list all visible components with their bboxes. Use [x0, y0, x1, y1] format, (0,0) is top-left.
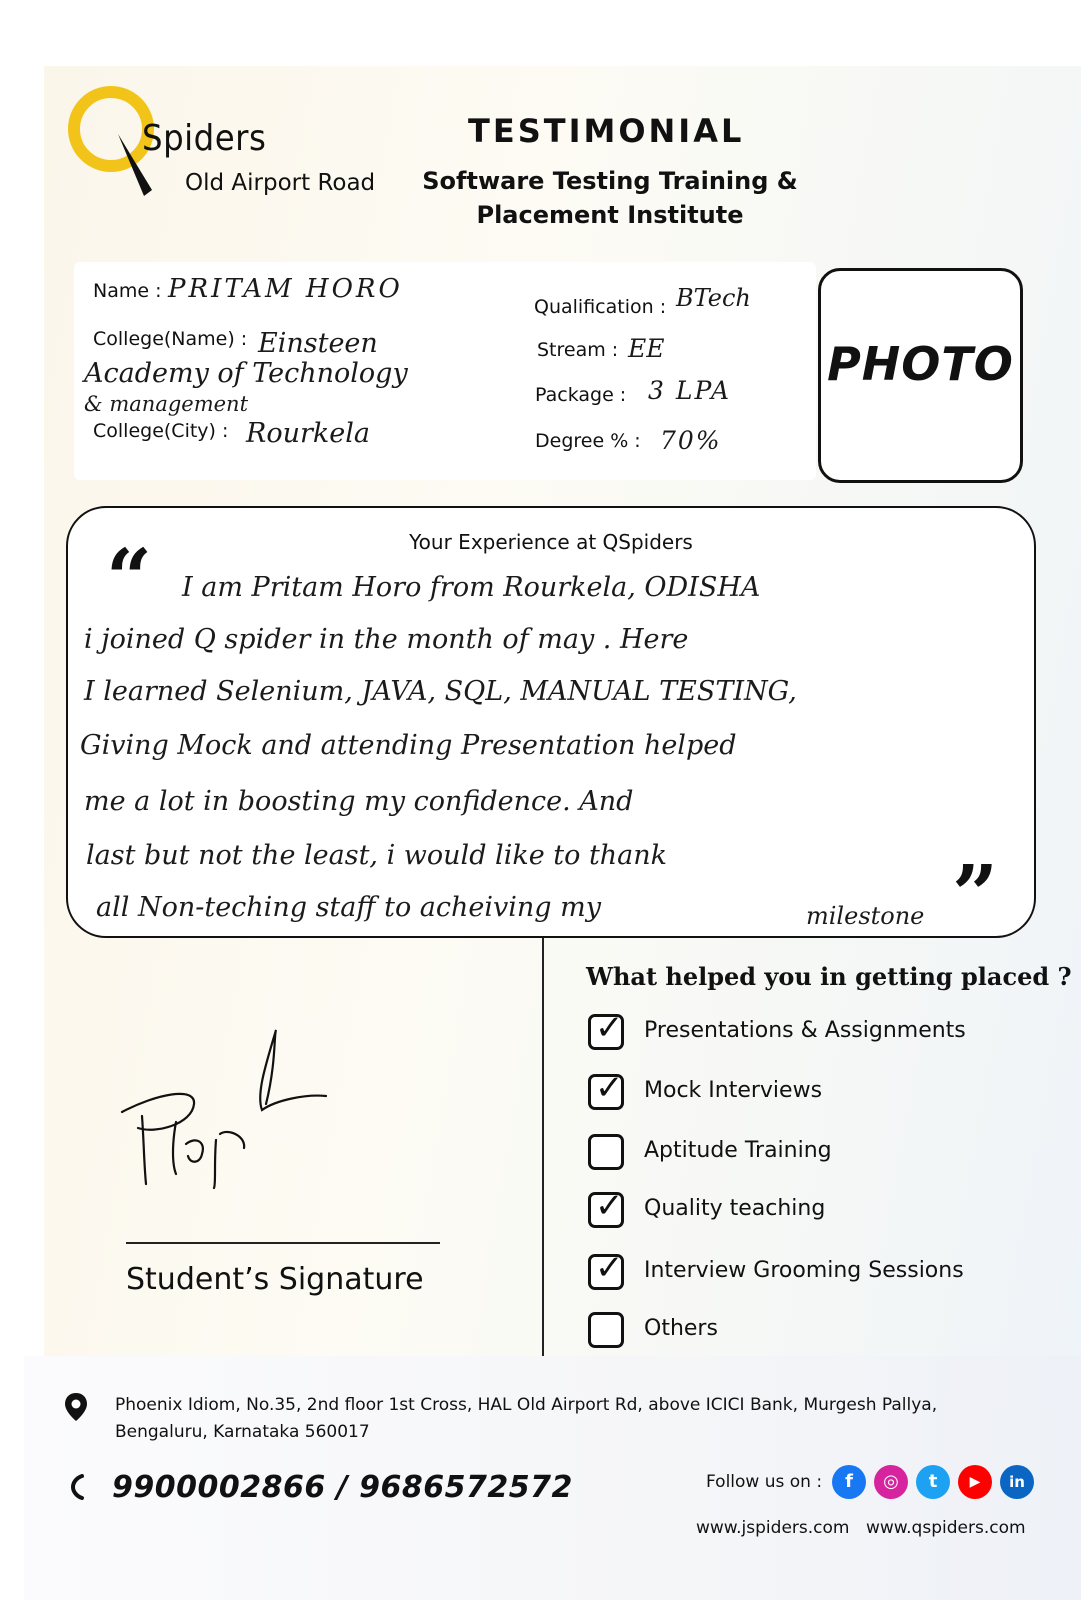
college-city-value: Rourkela: [246, 418, 370, 449]
youtube-icon[interactable]: ▶: [958, 1465, 992, 1499]
twitter-icon[interactable]: t: [916, 1465, 950, 1499]
experience-line-8: milestone: [806, 902, 925, 930]
checkbox[interactable]: [588, 1312, 624, 1348]
option-label: Others: [644, 1316, 718, 1341]
open-quote-icon: “: [106, 531, 153, 625]
option-label: Aptitude Training: [644, 1138, 832, 1163]
college-name-label: College(Name) :: [93, 328, 248, 350]
option-label: Presentations & Assignments: [644, 1018, 966, 1043]
option-label: Mock Interviews: [644, 1078, 823, 1103]
checkmark-icon: ✓: [595, 1248, 624, 1288]
branch-name: Old Airport Road: [185, 170, 376, 196]
stream-label: Stream :: [537, 339, 619, 361]
signature-label: Student’s Signature: [126, 1262, 424, 1297]
subtitle-line-2: Placement Institute: [476, 201, 744, 229]
checkmark-icon: ✓: [595, 1008, 624, 1048]
option-label: Quality teaching: [644, 1196, 826, 1221]
address: [115, 1392, 937, 1446]
subtitle-line-1: Software Testing Training &: [422, 167, 798, 195]
degree-percent-value: 70%: [660, 426, 722, 455]
page-subtitle: [420, 164, 800, 232]
address-line-1: Phoenix Idiom, No.35, 2nd floor 1st Cross, HAL Old Airport Rd, above ICICI Bank, Murgesh Pallya,: [115, 1395, 938, 1415]
option-label: Interview Grooming Sessions: [644, 1258, 964, 1283]
package-label: Package :: [535, 384, 627, 406]
checkmark-icon: ✓: [595, 1186, 624, 1226]
qualification-value: BTech: [676, 284, 751, 312]
experience-line-1: I am Pritam Horo from Rourkela, ODISHA: [182, 572, 761, 603]
website-jspiders-link[interactable]: www.jspiders.com: [696, 1518, 850, 1538]
phone-icon: [68, 1474, 88, 1500]
college-city-label: College(City) :: [93, 420, 229, 442]
close-quote-icon: ”: [952, 847, 999, 941]
college-name-value-line3: & management: [84, 392, 249, 416]
facebook-icon[interactable]: f: [832, 1465, 866, 1499]
phone-numbers: 9900002866 / 9686572572: [112, 1470, 573, 1505]
experience-line-3: I learned Selenium, JAVA, SQL, MANUAL TESTING,: [84, 676, 797, 707]
section-divider: [542, 938, 544, 1358]
photo-placeholder-text: PHOTO: [827, 337, 1014, 391]
photo-box: [818, 268, 1023, 483]
experience-line-2: i joined Q spider in the month of may . Here: [84, 624, 689, 655]
linkedin-icon[interactable]: in: [1000, 1465, 1034, 1499]
degree-percent-label: Degree % :: [535, 430, 641, 452]
checkbox[interactable]: [588, 1134, 624, 1170]
checkbox[interactable]: [588, 1068, 624, 1110]
experience-line-5: me a lot in boosting my confidence. And: [84, 786, 634, 817]
website-qspiders-link[interactable]: www.qspiders.com: [866, 1518, 1026, 1538]
student-signature-drawing: [116, 1024, 336, 1194]
checkbox[interactable]: [588, 1248, 624, 1290]
checkmark-icon: ✓: [595, 1068, 624, 1108]
experience-line-6: last but not the least, i would like to thank: [86, 840, 668, 871]
placement-question: What helped you in getting placed ?: [586, 962, 1072, 991]
instagram-icon[interactable]: ◎: [874, 1465, 908, 1499]
qualification-label: Qualification :: [534, 296, 667, 318]
location-pin-icon: [64, 1392, 88, 1422]
page-title: TESTIMONIAL: [468, 112, 745, 150]
college-name-value-line2: Academy of Technology: [84, 358, 408, 389]
stream-value: EE: [628, 334, 665, 363]
experience-line-4: Giving Mock and attending Presentation helped: [80, 730, 737, 761]
address-line-2: Bengaluru, Karnataka 560017: [115, 1422, 370, 1442]
name-label: Name :: [93, 280, 162, 302]
follow-us-label: Follow us on :: [706, 1472, 823, 1492]
brand-name: Spiders: [142, 118, 267, 159]
signature-line: [126, 1242, 440, 1244]
experience-title: Your Experience at QSpiders: [409, 530, 693, 554]
college-name-value-line1: Einsteen: [258, 328, 378, 359]
package-value: 3 LPA: [648, 376, 732, 405]
experience-line-7: all Non-teching staff to acheiving my: [96, 892, 601, 923]
checkbox[interactable]: [588, 1186, 624, 1228]
checkbox[interactable]: [588, 1008, 624, 1050]
experience-box: [66, 506, 1036, 941]
name-value: PRITAM HORO: [168, 274, 403, 304]
